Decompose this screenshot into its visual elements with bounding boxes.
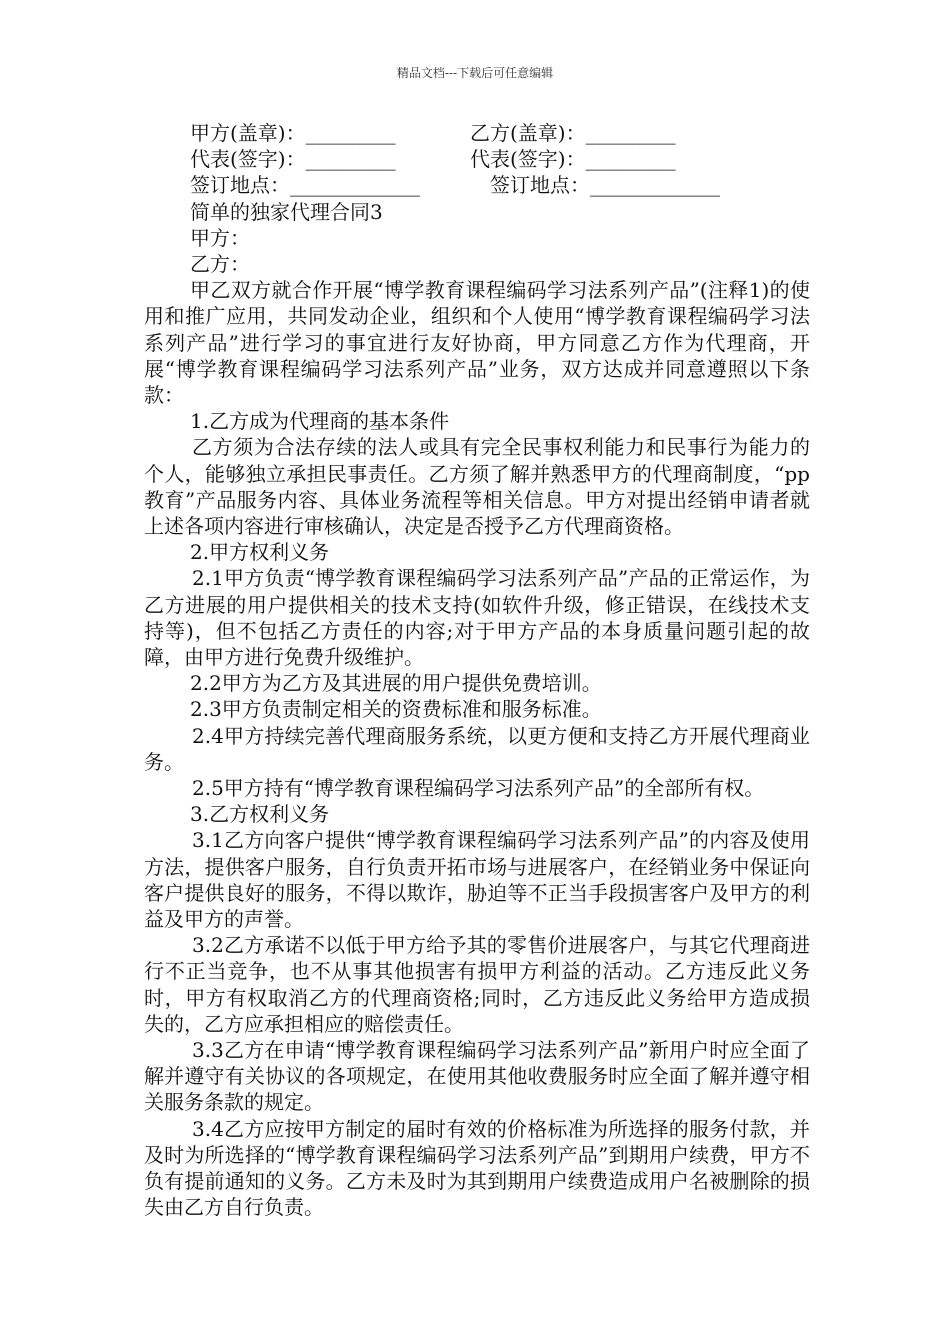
party-a-seal: 甲方(盖章)：_________: [190, 121, 396, 145]
document-body: [144, 120, 810, 1220]
clause-paragraph: 2.4甲方持续完善代理商服务系统，以更方便和支持乙方开展代理商业务。: [144, 723, 810, 774]
section-heading: 3.乙方权利义务: [190, 802, 330, 827]
clause-paragraph: 3.3乙方在申请“博学教育课程编码学习法系列产品”新用户时应全面了解并遵守有关协议的各项规定，在使用其他收费服务时应全面了解并遵守相关服务条款的规定。: [144, 1038, 810, 1115]
signature-row-seal: [144, 120, 810, 146]
clause-paragraph: 乙方须为合法存续的法人或具有完全民事权利能力和民事行为能力的个人，能够独立承担民事责任。乙方须了解并熟悉甲方的代理商制度，“pp教育”产品服务内容、具体业务流程等相关信息。甲方对提出经销申请者就上述各项内容进行审核确认，决定是否授予乙方代理商资格。: [144, 435, 810, 538]
clause-paragraph: 3.4乙方应按甲方制定的届时有效的价格标准为所选择的服务付款，并及时为所选择的“博学教育课程编码学习法系列产品”到期用户续费，甲方不负有提前通知的义务。乙方未及时为其到期用户续费造成用户名被删除的损失由乙方自行负责。: [144, 1116, 810, 1220]
clause-paragraph: 2.3甲方负责制定相关的资费标准和服务标准。: [190, 697, 602, 722]
section-heading: 2.甲方权利义务: [190, 540, 330, 565]
contract-title: 简单的独家代理合同3: [190, 199, 383, 224]
preamble-paragraph: 甲乙双方就合作开展“博学教育课程编码学习法系列产品”(注释1)的使用和推广应用，共同发动企业，组织和个人使用“博学教育课程编码学习法系列产品”进行学习的事宜进行友好协商，甲方同意乙方作为代理商，开展“博学教育课程编码学习法系列产品”业务，双方达成并同意遵照以下条款：: [144, 278, 810, 407]
party-b-representative: 代表(签字)：_________: [470, 147, 676, 172]
party-b-seal: 乙方(盖章)：_________: [470, 121, 676, 145]
clause-paragraph: 2.1甲方负责“博学教育课程编码学习法系列产品”产品的正常运作，为乙方进展的用户提供相关的技术支持(如软件升级，修正错误，在线技术支持等)，但不包括乙方责任的内容;对于甲方产品的本身质量问题引起的故障，由甲方进行免费升级维护。: [144, 566, 810, 670]
party-b-place: 签订地点：_____________: [490, 173, 720, 198]
clause-paragraph: 2.2甲方为乙方及其进展的用户提供免费培训。: [190, 671, 602, 696]
party-b-line: 乙方：: [190, 251, 250, 276]
clause-paragraph: 3.2乙方承诺不以低于甲方给予其的零售价进展客户，与其它代理商进行不正当竞争，也不从事其他损害有损甲方利益的活动。乙方违反此义务时，甲方有权取消乙方的代理商资格;同时，乙方违反此义务给甲方造成损失的，乙方应承担相应的赔偿责任。: [144, 933, 810, 1036]
party-a-line: 甲方：: [190, 225, 250, 250]
signature-row-place: [144, 172, 810, 198]
clause-paragraph: 3.1乙方向客户提供“博学教育课程编码学习法系列产品”的内容及使用方法，提供客户服务，自行负责开拓市场与进展客户，在经销业务中保证向客户提供良好的服务，不得以欺诈，胁迫等不正当手段损害客户及甲方的利益及甲方的声誉。: [144, 828, 810, 932]
party-a-representative: 代表(签字)：_________: [190, 147, 396, 172]
party-a-place: 签订地点：_____________: [190, 173, 420, 198]
signature-row-rep: [144, 146, 810, 172]
clause-paragraph: 2.5甲方持有“博学教育课程编码学习法系列产品”的全部所有权。: [192, 776, 765, 801]
page-header: 精品文档---下载后可任意编辑: [396, 66, 554, 80]
section-heading: 1.乙方成为代理商的基本条件: [190, 409, 450, 434]
